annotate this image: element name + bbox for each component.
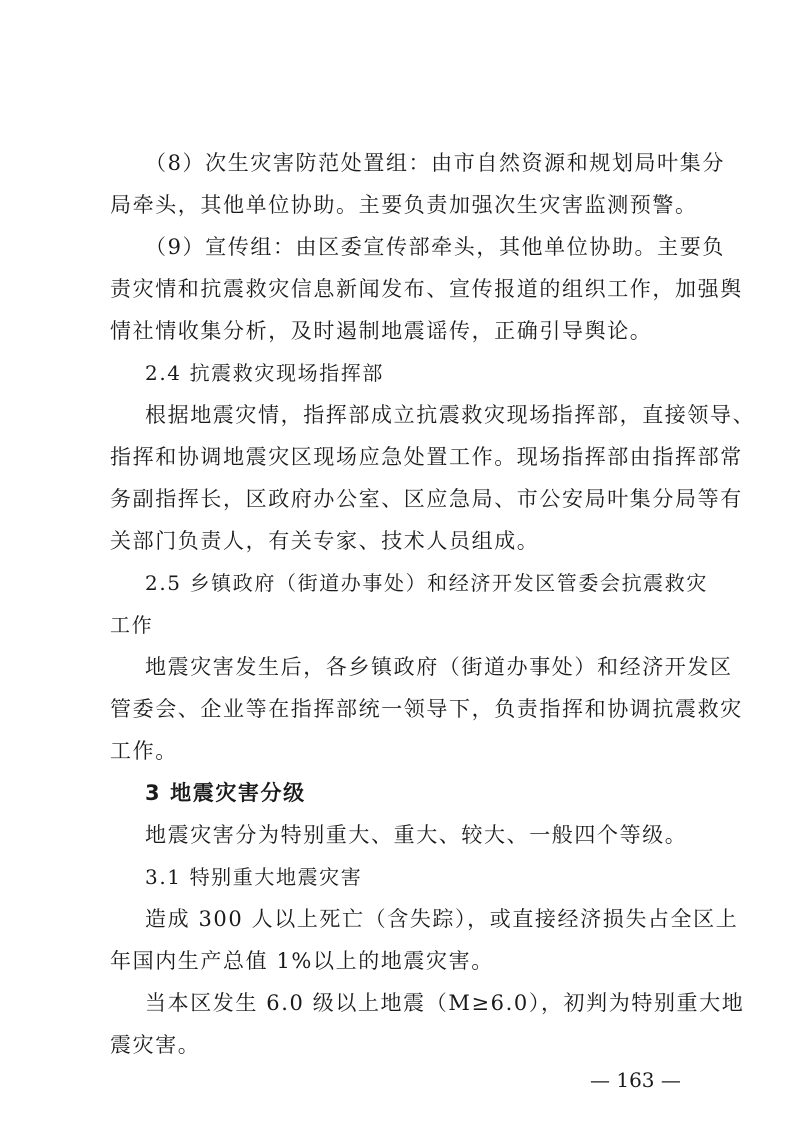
paragraph-line: 责灾情和抗震救灾信息新闻发布、宣传报道的组织工作，加强舆 bbox=[110, 277, 743, 301]
paragraph-line: 年国内生产总值 1%以上的地震灾害。 bbox=[110, 949, 494, 973]
section-heading: 2.5 乡镇政府（街道办事处）和经济开发区管委会抗震救灾 bbox=[145, 571, 708, 595]
page-number: — 163 — bbox=[590, 1068, 681, 1092]
paragraph-line: 情社情收集分析，及时遏制地震谣传，正确引导舆论。 bbox=[110, 319, 653, 343]
paragraph-line: 震灾害。 bbox=[110, 1033, 201, 1057]
section-heading-cont: 工作 bbox=[110, 613, 154, 637]
paragraph-line: 工作。 bbox=[110, 739, 178, 763]
paragraph-line: 关部门负责人，有关专家、技术人员组成。 bbox=[110, 529, 540, 553]
paragraph-line: 当本区发生 6.0 级以上地震（M≥6.0），初判为特别重大地 bbox=[145, 991, 745, 1015]
paragraph-line: 管委会、企业等在指挥部统一领导下，负责指挥和协调抗震救灾 bbox=[110, 697, 743, 721]
paragraph-line: （9）宣传组：由区委宣传部牵头，其他单位协助。主要负 bbox=[145, 235, 725, 259]
chapter-heading: 3 地震灾害分级 bbox=[145, 781, 306, 805]
paragraph-line: 地震灾害发生后，各乡镇政府（街道办事处）和经济开发区 bbox=[145, 655, 733, 679]
paragraph-line: 造成 300 人以上死亡（含失踪），或直接经济损失占全区上 bbox=[145, 907, 739, 931]
paragraph-line: 地震灾害分为特别重大、重大、较大、一般四个等级。 bbox=[145, 823, 688, 847]
paragraph-line: （8）次生灾害防范处置组：由市自然资源和规划局叶集分 bbox=[145, 151, 725, 175]
paragraph-line: 务副指挥长，区政府办公室、区应急局、市公安局叶集分局等有 bbox=[110, 487, 743, 511]
paragraph-line: 指挥和协调地震灾区现场应急处置工作。现场指挥部由指挥部常 bbox=[110, 445, 743, 469]
section-heading: 2.4 抗震救灾现场指挥部 bbox=[145, 361, 384, 385]
paragraph-line: 局牵头，其他单位协助。主要负责加强次生灾害监测预警。 bbox=[110, 193, 698, 217]
section-heading: 3.1 特别重大地震灾害 bbox=[145, 865, 363, 889]
paragraph-line: 根据地震灾情，指挥部成立抗震救灾现场指挥部，直接领导、 bbox=[145, 403, 756, 427]
